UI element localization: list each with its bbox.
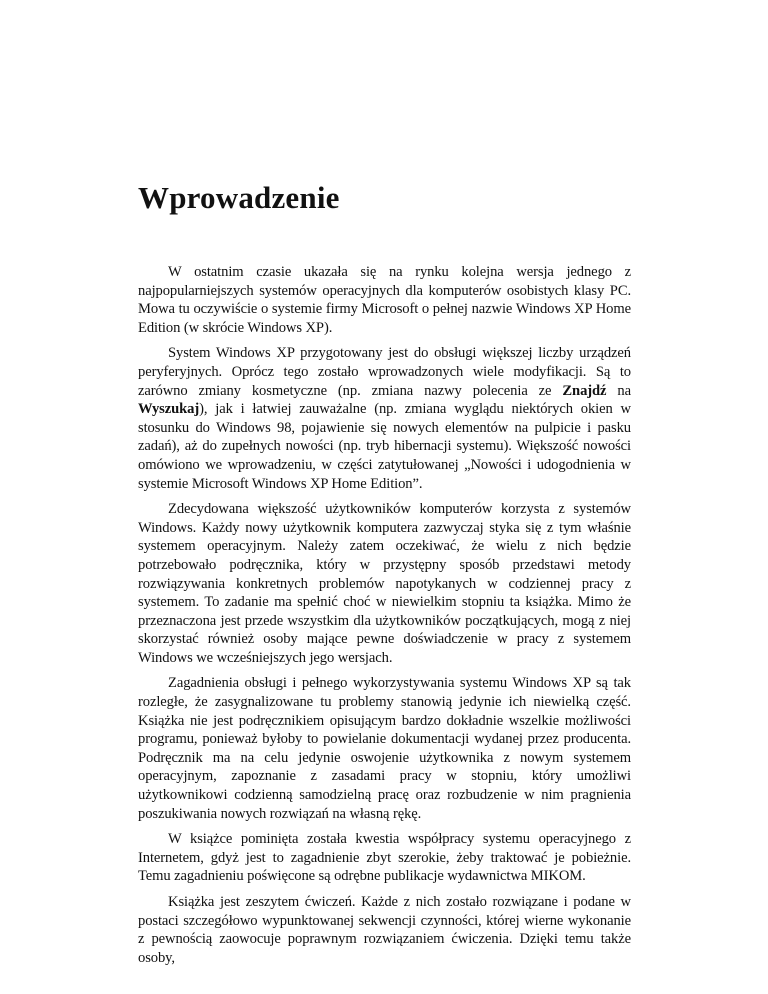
paragraph: [138, 893, 631, 967]
chapter-title: Wprowadzenie: [138, 180, 340, 215]
bold-term: Znajdź: [562, 382, 607, 399]
paragraph-text: Zagadnienia obsługi i pełnego wykorzystywania systemu Windows XP są tak rozległe, że zasygnalizowane tu problemy stanowią jedynie ich niewielką część. Książka nie jest podręcznikiem opisującym bardzo dokładnie wszelkie możliwości programu, ponieważ byłoby to powielanie dokumentacji wydanej przez producenta. Podręcznik ma na celu jedynie oswojenie użytkownika z nowym systemem operacyjnym, zapoznanie z zasadami pracy w stopniu, który umożliwi użytkownikowi codzienną samodzielną pracę oraz rozbudzenie w nim pragnienia poszukiwania nowych rozwiązań na własną rękę.: [138, 675, 631, 822]
paragraph-text: System Windows XP przygotowany jest do obsługi większej liczby urządzeń peryferyjnych. Oprócz tego zostało wprowadzonych wiele modyfikacji. Są to zarówno zmiany kosmetyczne (np. zmiana nazwy polecenia ze: [138, 345, 631, 399]
body-text: [138, 263, 631, 974]
paragraph: [138, 500, 631, 667]
bold-term: Wyszukaj: [138, 401, 200, 418]
paragraph-text: ), jak i łatwiej zauważalne (np. zmiana wyglądu niektórych okien w stosunku do Windows 98, pojawienie się nowych elementów na pulpicie i pasku zadań), aż do zupełnych nowości (np. tryb hibernacji systemu). Większość nowości omówiono we wprowadzeniu, w części zatytułowanej „Nowości i udogodnienia w systemie Microsoft Windows XP Home Edition”.: [138, 401, 631, 492]
paragraph: [138, 674, 631, 823]
paragraph: [138, 830, 631, 886]
paragraph-text: Książka jest zeszytem ćwiczeń. Każde z nich zostało rozwiązane i podane w postaci szczegółowo wypunktowanej sekwencji czynności, której wierne wykonanie z pewnością zaowocuje poprawnym rozwiązaniem ćwiczenia. Dzięki temu także osoby,: [138, 894, 631, 966]
paragraph-text: Zdecydowana większość użytkowników komputerów korzysta z systemów Windows. Każdy nowy użytkownik komputera zazwyczaj styka się z tym właśnie systemem operacyjnym. Należy zatem oczekiwać, że wielu z nich będzie potrzebowało podręcznika, który w przystępny sposób przedstawi metody rozwiązywania konkretnych problemów napotykanych w codziennej pracy z systemem. To zadanie ma spełnić choć w niewielkim stopniu ta książka. Mimo że przeznaczona jest przede wszystkim dla użytkowników początkujących, mogą z niej skorzystać również osoby mające pewne doświadczenie w pracy z systemem Windows we wcześniejszych jego wersjach.: [138, 501, 631, 666]
paragraph-text: W ostatnim czasie ukazała się na rynku kolejna wersja jednego z najpopularniejszych systemów operacyjnych dla komputerów osobistych klasy PC. Mowa tu oczywiście o systemie firmy Microsoft o pełnej nazwie Windows XP Home Edition (w skrócie Windows XP).: [138, 264, 631, 336]
paragraph-text: W książce pominięta została kwestia współpracy systemu operacyjnego z Internetem, gdyż jest to zagadnienie zbyt szerokie, żeby traktować je pobieżnie. Temu zagadnieniu poświęcone są odrębne publikacje wydawnictwa MIKOM.: [138, 831, 631, 885]
paragraph: [138, 344, 631, 493]
paragraph-text: na: [606, 382, 631, 399]
paragraph: [138, 263, 631, 337]
